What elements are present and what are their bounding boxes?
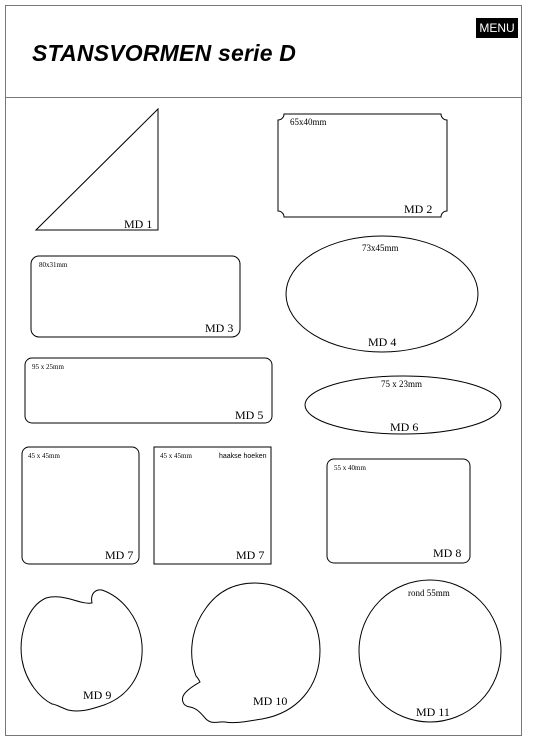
triangle-shape <box>36 109 158 230</box>
form-code: MD 8 <box>433 546 462 560</box>
form-md5[interactable] <box>25 358 272 423</box>
form-md6[interactable] <box>305 376 501 434</box>
form-code: MD 7 <box>236 548 265 562</box>
form-note: haakse hoeken <box>219 453 267 460</box>
form-md10[interactable] <box>183 583 320 723</box>
form-md4[interactable] <box>286 236 478 352</box>
square-shape <box>154 447 271 564</box>
form-code: MD 5 <box>235 408 264 422</box>
form-md7-square[interactable] <box>154 447 271 564</box>
wavy-circle-shape <box>183 583 320 723</box>
form-dimension: 80x31mm <box>39 261 68 269</box>
form-code: MD 1 <box>124 217 153 231</box>
form-md9[interactable] <box>21 590 142 711</box>
form-code: MD 2 <box>404 202 433 216</box>
page-title: STANSVORMEN serie D <box>32 40 297 66</box>
form-md1[interactable] <box>36 109 158 231</box>
menu-button[interactable]: MENU <box>476 18 518 38</box>
circle-shape <box>359 580 501 722</box>
form-md3[interactable] <box>31 256 240 337</box>
form-code: MD 7 <box>105 548 134 562</box>
form-md2[interactable] <box>278 114 447 217</box>
form-code: MD 3 <box>205 321 234 335</box>
form-dimension: 45 x 45mm <box>160 452 192 460</box>
form-code: MD 10 <box>253 694 288 708</box>
form-code: MD 4 <box>368 335 397 349</box>
rounded-square-shape <box>22 447 139 564</box>
form-md7-rounded[interactable] <box>22 447 139 564</box>
form-code: MD 6 <box>390 420 419 434</box>
form-dimension: 65x40mm <box>290 117 327 127</box>
form-dimension: 55 x 40mm <box>334 464 366 472</box>
form-dimension: 73x45mm <box>362 243 399 253</box>
irregular-shape <box>21 590 142 711</box>
form-md8[interactable] <box>327 459 470 563</box>
form-code: MD 9 <box>83 688 112 702</box>
form-dimension: rond 55mm <box>408 588 450 598</box>
form-dimension: 45 x 45mm <box>28 452 60 460</box>
form-md11[interactable] <box>359 580 501 722</box>
form-code: MD 11 <box>416 705 450 719</box>
form-dimension: 95 x 25mm <box>32 363 64 371</box>
form-dimension: 75 x 23mm <box>381 379 423 389</box>
